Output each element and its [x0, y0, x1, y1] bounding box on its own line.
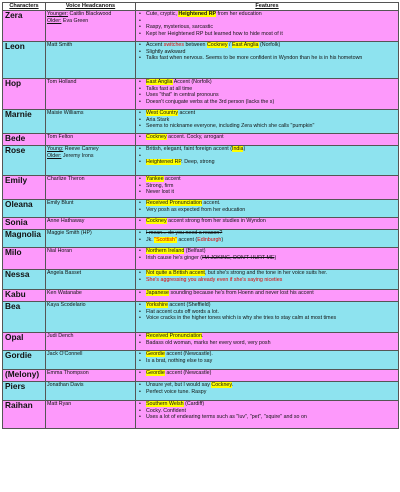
voice-actor-name: Charlize Theron: [47, 176, 85, 182]
feature-item: [146, 92, 397, 99]
feature-item: [146, 218, 397, 225]
feature-item: [146, 408, 397, 415]
feature-text: Voice cracks in the higher tones which is why she tries to stay calm at most times: [146, 315, 337, 322]
character-name: Rose: [3, 146, 46, 176]
feature-text: Yankee: [146, 176, 164, 182]
features-cell: [136, 270, 399, 290]
character-name: Marnie: [3, 110, 46, 134]
character-name: Bede: [3, 134, 46, 146]
voice-actor-name: Judi Dench: [47, 333, 74, 339]
feature-text: Talks fast when nervous. Seems to be more confident in Wyndon than he is in his hometown: [146, 55, 363, 62]
voice-actor: [47, 248, 134, 255]
table-row: [3, 79, 399, 110]
feature-text: accent (Newcastle): [164, 370, 212, 376]
voice-actor-name: Caitlin Blackwood: [68, 11, 112, 17]
feature-item: [146, 86, 397, 93]
feature-text: Slightly awkward: [146, 48, 186, 55]
voice-cell: [46, 134, 136, 146]
feature-text: Kept her Heightened RP but learned how to hide most of it: [146, 30, 283, 37]
feature-text: India: [231, 146, 244, 152]
table-row: [3, 290, 399, 302]
feature-item: [146, 277, 397, 284]
feature-text: Jk.: [146, 236, 155, 243]
feature-item: [146, 176, 397, 183]
voice-actor: [47, 302, 134, 309]
feature-text: accent (Newcastle).: [164, 351, 213, 357]
features-cell: [136, 382, 399, 401]
feature-text: switches: [163, 42, 184, 48]
features-cell: [136, 146, 399, 176]
features-list: [137, 401, 397, 421]
voice-cell: [46, 248, 136, 270]
table-row: [3, 248, 399, 270]
features-list: [137, 370, 397, 377]
feature-text: Flat accent cuts off words a lot.: [146, 308, 219, 315]
features-list: [137, 248, 397, 261]
feature-text: Talks fast at all time: [146, 85, 193, 92]
features-cell: [136, 302, 399, 333]
features-list: [137, 176, 397, 196]
feature-item: [146, 255, 397, 262]
features-list: [137, 42, 397, 62]
features-cell: [136, 79, 399, 110]
voice-actor-name: Nial Horan: [47, 248, 73, 254]
feature-text: Is a brat, nothing else to say: [146, 357, 213, 364]
feature-text: Cute, cryptic,: [146, 11, 179, 17]
feature-text: . Deep, strong: [181, 159, 215, 166]
table-row: [3, 302, 399, 333]
features-list: [137, 134, 397, 141]
feature-item: [146, 18, 397, 25]
voice-cell: [46, 146, 136, 176]
feature-text: Irish cause he's ginger (: [146, 254, 203, 261]
feature-item: [146, 79, 397, 86]
feature-text: Never lost it: [146, 189, 174, 196]
header-row: [3, 3, 399, 11]
feature-text: Aria Stark: [146, 116, 170, 123]
table-row: [3, 370, 399, 382]
feature-text: Very posh as expected from her education: [146, 206, 246, 213]
feature-text: .: [201, 333, 204, 339]
table-row: [3, 401, 399, 429]
feature-text: Uses a lot of endearing terms such as "luv", "pet", "squire" and so on: [146, 414, 307, 421]
features-list: [137, 382, 397, 395]
feature-item: [146, 302, 397, 309]
feature-text: sounding because he's from Hoenn and never lost his accent: [168, 290, 314, 296]
voice-cell: [46, 230, 136, 248]
feature-text: .: [231, 382, 234, 388]
table-row: [3, 134, 399, 146]
voice-actor-name: Maisie Williams: [47, 110, 84, 116]
feature-item: [146, 189, 397, 196]
feature-text: Cockney: [206, 42, 228, 48]
feature-text: accent: [163, 176, 181, 182]
voice-cell: [46, 200, 136, 218]
table-row: [3, 382, 399, 401]
voice-cell: [46, 382, 136, 401]
voice-actor-name: Matt Ryan: [47, 401, 72, 407]
feature-item: [146, 370, 397, 377]
voice-actor: [47, 176, 134, 183]
feature-text: Pronunciation: [169, 333, 202, 339]
table-row: [3, 11, 399, 42]
features-cell: [136, 401, 399, 429]
feature-item: [146, 248, 397, 255]
features-cell: [136, 333, 399, 351]
features-cell: [136, 290, 399, 302]
voice-actor: [47, 110, 134, 117]
feature-text: East Anglia: [232, 42, 259, 48]
voice-cell: [46, 302, 136, 333]
voice-age-label: Young:: [47, 146, 64, 152]
feature-text: Geordie: [146, 370, 165, 376]
character-name: Emily: [3, 176, 46, 200]
voice-age-label: Younger:: [47, 11, 69, 17]
feature-item: [146, 351, 397, 358]
table-row: [3, 200, 399, 218]
feature-text: Uses "that" in central pronouns: [146, 92, 219, 99]
voice-actor: [47, 382, 134, 389]
features-cell: [136, 370, 399, 382]
features-list: [137, 218, 397, 225]
features-list: [137, 351, 397, 364]
voice-cell: [46, 42, 136, 79]
feature-text: Cockney: [146, 134, 167, 140]
header-voice: Voice Headcanons: [46, 3, 136, 11]
features-cell: [136, 200, 399, 218]
features-cell: [136, 134, 399, 146]
character-name: Kabu: [3, 290, 46, 302]
voice-cell: [46, 351, 136, 370]
voice-cell: [46, 401, 136, 429]
voice-actor: [47, 351, 134, 358]
feature-item: [146, 230, 397, 237]
feature-item: [146, 49, 397, 56]
feature-text: (Cardiff): [183, 401, 205, 407]
features-cell: [136, 110, 399, 134]
feature-item: [146, 340, 397, 347]
character-name: Oleana: [3, 200, 46, 218]
feature-text: accent (Sheffield): [167, 302, 211, 308]
table-row: [3, 351, 399, 370]
headcanons-table: [2, 2, 399, 429]
feature-text: Geordie: [146, 351, 165, 357]
feature-item: [146, 382, 397, 389]
header-features: Features: [136, 3, 399, 11]
voice-age-label: Older:: [47, 17, 62, 24]
character-name: Gordie: [3, 351, 46, 370]
features-list: [137, 230, 397, 243]
feature-text: Heightened RP: [178, 11, 217, 17]
feature-text: between: [183, 42, 207, 48]
voice-actor: [47, 218, 134, 225]
feature-text: Heightened RP: [146, 159, 182, 166]
voice-cell: [46, 79, 136, 110]
feature-text: Unsure yet, but I would say: [146, 382, 212, 388]
features-list: [137, 270, 397, 283]
feature-text: West Country: [146, 110, 178, 116]
features-list: [137, 146, 397, 166]
voice-actor-name: Eva Green: [61, 17, 89, 24]
features-list: [137, 11, 397, 37]
features-cell: [136, 218, 399, 230]
character-name: Hop: [3, 79, 46, 110]
voice-cell: [46, 333, 136, 351]
feature-text: accent strong from her studies in Wyndon: [166, 218, 266, 224]
voice-actor: [47, 79, 134, 86]
character-name: Zera: [3, 11, 46, 42]
feature-item: [146, 389, 397, 396]
feature-text: She's aggressing you already even if she's saying niceties: [146, 276, 283, 283]
feature-text: Not quite a British accent: [146, 270, 205, 276]
feature-text: Received Pronunciation: [146, 200, 202, 206]
feature-item: [146, 42, 397, 49]
character-name: Opal: [3, 333, 46, 351]
feature-text: Accent: [146, 42, 164, 48]
feature-text: Yorkshire: [146, 302, 168, 308]
voice-actor: [47, 11, 134, 18]
feature-text: Cockney: [146, 218, 167, 224]
feature-text: Japanese: [146, 290, 169, 296]
feature-text: from her education: [216, 11, 262, 17]
features-list: [137, 79, 397, 105]
feature-text: , but she's strong and the tone in her voice suits her.: [204, 270, 328, 276]
voice-actor-name: Jeremy Irons: [61, 152, 94, 159]
voice-actor-name: Reeve Carney: [63, 146, 99, 152]
voice-cell: [46, 218, 136, 230]
feature-item: [146, 290, 397, 297]
feature-text: ): [243, 146, 246, 152]
voice-cell: [46, 370, 136, 382]
feature-item: [146, 99, 397, 106]
features-cell: [136, 230, 399, 248]
table-row: [3, 333, 399, 351]
character-name: Raihan: [3, 401, 46, 429]
feature-text: accent. Cocky, arrogant: [166, 134, 224, 140]
voice-actor: [47, 153, 134, 160]
voice-actor: [47, 200, 134, 207]
table-row: [3, 110, 399, 134]
feature-text: ): [221, 236, 224, 243]
table-row: [3, 176, 399, 200]
feature-text: Raspy, mysterious, sarcastic: [146, 24, 214, 31]
character-name: Sonia: [3, 218, 46, 230]
features-cell: [136, 42, 399, 79]
feature-text: "Scottish": [154, 236, 177, 243]
table-row: [3, 146, 399, 176]
feature-item: [146, 110, 397, 117]
voice-actor: [47, 42, 134, 49]
feature-text: I mean... do you need a reason?: [146, 230, 223, 236]
character-name: Magnolia: [3, 230, 46, 248]
character-name: (Melony): [3, 370, 46, 382]
feature-item: [146, 309, 397, 316]
feature-item: [146, 333, 397, 340]
voice-cell: [46, 11, 136, 42]
voice-cell: [46, 290, 136, 302]
feature-text: Doesn't conjugate verbs at the 3rd person (lacks the s): [146, 98, 275, 105]
table-row: [3, 42, 399, 79]
feature-text: British, elegant, faint foreign accent (: [146, 146, 232, 152]
feature-text: I'M JOKING, DON'T HURT ME: [202, 254, 275, 261]
voice-cell: [46, 176, 136, 200]
voice-cell: [46, 110, 136, 134]
voice-actor: [47, 370, 134, 377]
feature-text: Strong, firm: [146, 182, 174, 189]
feature-text: accent: [178, 110, 196, 116]
feature-text: Received: [146, 333, 170, 339]
voice-actor-name: Anne Hathaway: [47, 218, 85, 224]
feature-item: [146, 315, 397, 322]
feature-item: [146, 117, 397, 124]
features-cell: [136, 248, 399, 270]
voice-actor: [47, 333, 134, 340]
feature-item: [146, 401, 397, 408]
feature-text: East Anglia: [146, 79, 173, 85]
character-name: Nessa: [3, 270, 46, 290]
features-list: [137, 110, 397, 130]
voice-actor-name: Tom Felton: [47, 134, 74, 140]
feature-text: Edinburgh: [197, 236, 222, 243]
voice-actor: [47, 134, 134, 141]
features-list: [137, 333, 397, 346]
feature-item: [146, 123, 397, 130]
feature-text: (Norfolk): [258, 42, 281, 48]
features-cell: [136, 176, 399, 200]
table-row: [3, 230, 399, 248]
feature-text: Northern Ireland: [146, 248, 185, 254]
character-name: Leon: [3, 42, 46, 79]
feature-item: [146, 11, 397, 18]
features-list: [137, 200, 397, 213]
feature-item: [146, 207, 397, 214]
character-name: Bea: [3, 302, 46, 333]
feature-text: Perfect voice tune. Raspy: [146, 388, 207, 395]
feature-text: Seems to nickname everyone, including Zera which she calls "pumpkin": [146, 123, 315, 130]
features-cell: [136, 351, 399, 370]
feature-item: [146, 414, 397, 421]
character-name: Milo: [3, 248, 46, 270]
feature-text: (Belfast): [184, 248, 206, 254]
feature-text: /: [227, 42, 232, 48]
feature-text: Badass old woman, marks her every word, very posh: [146, 339, 271, 346]
voice-actor-name: Emily Blunt: [47, 200, 74, 206]
feature-item: [146, 358, 397, 365]
voice-actor-name: Emma Thompson: [47, 370, 89, 376]
feature-item: [146, 31, 397, 38]
feature-item: [146, 24, 397, 31]
voice-cell: [46, 270, 136, 290]
voice-actor: [47, 270, 134, 277]
character-name: Piers: [3, 382, 46, 401]
voice-actor-name: Jack O'Connell: [47, 351, 83, 357]
features-cell: [136, 11, 399, 42]
feature-text: accent (: [176, 236, 198, 243]
header-characters: Characters: [3, 3, 46, 11]
voice-actor-name: Angela Basset: [47, 270, 82, 276]
table-row: [3, 218, 399, 230]
feature-item: [146, 270, 397, 277]
feature-text: Cockney: [211, 382, 232, 388]
features-list: [137, 302, 397, 322]
voice-actor-name: Jonathan Davis: [47, 382, 84, 388]
voice-actor: [47, 146, 134, 153]
table-row: [3, 270, 399, 290]
feature-item: [146, 55, 397, 62]
features-list: [137, 290, 397, 297]
voice-actor-name: Matt Smith: [47, 42, 73, 48]
voice-actor-name: Maggie Smith (HP): [47, 230, 92, 236]
voice-actor: [47, 401, 134, 408]
voice-actor: [47, 230, 134, 237]
feature-text: Cocky. Confident: [146, 407, 186, 414]
feature-item: [146, 146, 397, 153]
voice-actor: [47, 18, 134, 25]
feature-text: Accent (Norfolk): [172, 79, 212, 85]
feature-item: [146, 237, 397, 244]
feature-item: [146, 134, 397, 141]
feature-text: Southern Welsh: [146, 401, 184, 407]
voice-actor-name: Ken Watanabe: [47, 290, 82, 296]
feature-text: ): [274, 254, 277, 261]
voice-actor: [47, 290, 134, 297]
feature-item: [146, 183, 397, 190]
feature-item: [146, 159, 397, 166]
voice-actor-name: Kaya Scodelario: [47, 302, 86, 308]
voice-actor-name: Tom Holland: [47, 79, 77, 85]
feature-item: [146, 200, 397, 207]
feature-text: accent.: [201, 200, 221, 206]
feature-item: [146, 153, 397, 160]
voice-age-label: Older:: [47, 152, 62, 159]
